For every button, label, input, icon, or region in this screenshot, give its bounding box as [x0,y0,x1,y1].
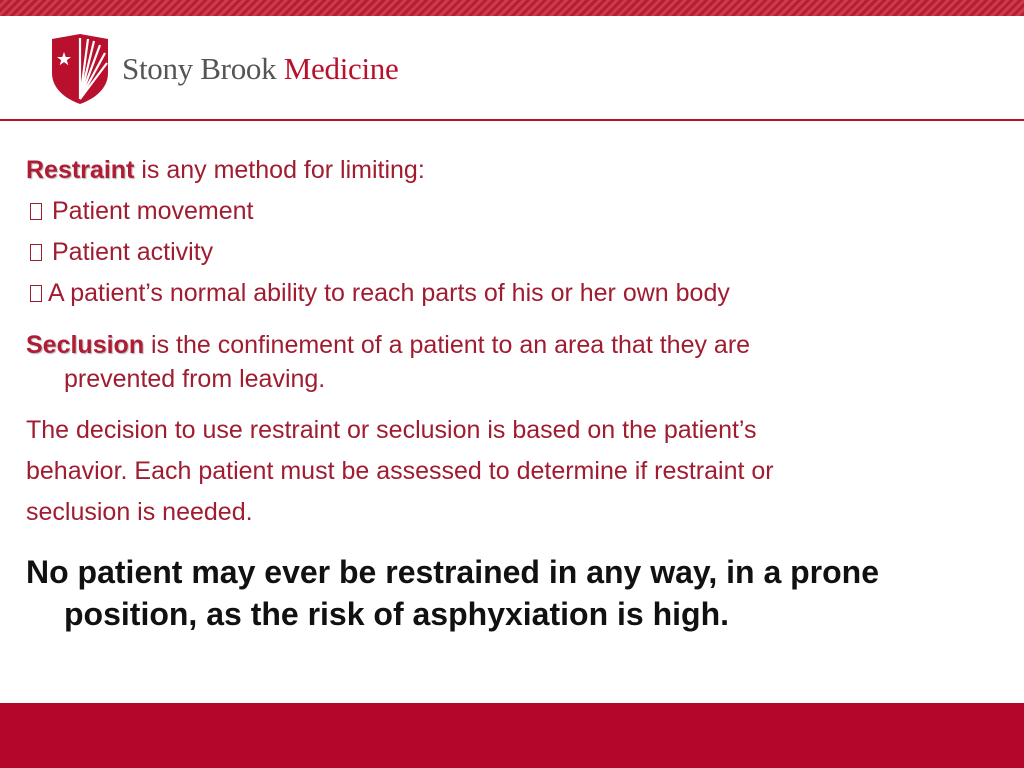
logo-wordmark [122,51,398,87]
footer-bar [0,703,1024,768]
decision-line-2: behavior. Each patient must be assessed to determine if restraint or [26,457,774,485]
bullet-text: Patient movement [52,197,254,225]
seclusion-term: Seclusion [26,331,145,359]
restraint-term: Restraint [26,156,135,184]
decision-line-3: seclusion is needed. [26,498,253,526]
seclusion-definition-text: is the confinement of a patient to an area that they are [151,331,751,359]
bullet-box-icon [30,244,42,261]
shield-logo-icon [50,33,110,105]
slide-content [26,150,986,635]
bullet-text: A patient’s normal ability to reach parts of his or her own body [48,279,730,307]
bullet-text: Patient activity [52,238,214,266]
logo-text-stony-brook: Stony Brook [122,51,277,86]
warning-line-2: position, as the risk of asphyxiation is high. [64,596,729,632]
logo-text-medicine: Medicine [283,51,399,86]
bullet-item [26,232,986,273]
decision-line-1: The decision to use restraint or seclusion is based on the patient’s [26,416,757,444]
decision-paragraph [26,410,986,533]
seclusion-line-1 [26,328,986,362]
restraint-definition [26,150,986,191]
bullet-box-icon [30,285,42,302]
seclusion-definition [26,328,986,396]
seclusion-line-2: prevented from leaving. [64,365,326,393]
top-decorative-stripe [0,0,1024,16]
warning-line-1: No patient may ever be restrained in any way, in a prone [26,554,880,590]
bullet-item [26,191,986,232]
bullet-item [26,273,986,314]
restraint-definition-text: is any method for limiting: [141,156,425,184]
stony-brook-medicine-logo [50,32,398,106]
header-divider [0,119,1024,121]
bullet-box-icon [30,203,42,220]
prone-warning [26,551,986,635]
